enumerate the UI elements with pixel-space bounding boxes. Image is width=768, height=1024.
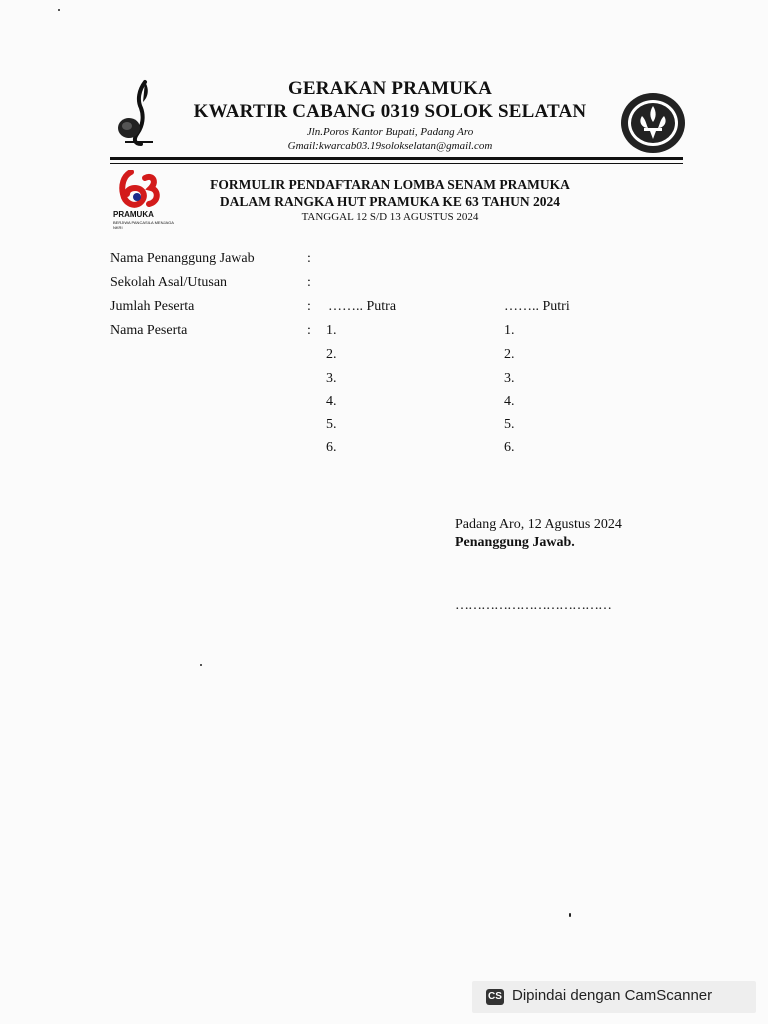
putra-number: 5. — [326, 417, 337, 432]
scan-speck — [58, 9, 60, 11]
signature-role: Penanggung Jawab. — [455, 535, 575, 550]
event-logo-subtext: BERJIWA PANCASILA MENJAGA NKRI — [113, 220, 174, 230]
camscanner-watermark — [472, 981, 756, 1013]
field-colon: : — [307, 323, 311, 338]
putri-number: 6. — [504, 440, 515, 455]
address-line: Jln.Poros Kantor Bupati, Padang Aro — [306, 126, 474, 138]
header-divider-thick — [110, 157, 683, 160]
header-divider-thin — [110, 163, 683, 164]
org-title: GERAKAN PRAMUKA — [287, 78, 493, 99]
putra-number: 4. — [326, 394, 337, 409]
field-colon: : — [307, 251, 311, 266]
putra-number: 3. — [326, 371, 337, 386]
camscanner-text: Dipindai dengan CamScanner — [512, 987, 713, 1004]
putri-number: 2. — [504, 347, 515, 362]
form-date-line: TANGGAL 12 S/D 13 AGUSTUS 2024 — [301, 211, 479, 223]
field-colon: : — [307, 275, 311, 290]
field-label-penanggung-jawab: Nama Penanggung Jawab — [110, 251, 255, 266]
putra-number: 6. — [326, 440, 337, 455]
field-label-nama-peserta: Nama Peserta — [110, 323, 188, 338]
email-line: Gmail:kwarcab03.19solokselatan@gmail.com — [287, 140, 493, 152]
field-colon: : — [307, 299, 311, 314]
event-logo-text: PRAMUKA — [113, 210, 154, 219]
putra-count-label: …….. Putra — [328, 299, 397, 314]
form-title-line1: FORMULIR PENDAFTARAN LOMBA SENAM PRAMUKA — [210, 177, 570, 192]
scan-speck — [569, 913, 571, 917]
putri-number: 5. — [504, 417, 515, 432]
putri-count-label: …….. Putri — [504, 299, 570, 314]
putri-number: 1. — [504, 323, 515, 338]
field-label-jumlah-peserta: Jumlah Peserta — [110, 299, 195, 314]
putri-number: 3. — [504, 371, 515, 386]
signature-line: ……………………………… — [455, 598, 611, 613]
org-branch: KWARTIR CABANG 0319 SOLOK SELATAN — [193, 101, 587, 122]
form-title-line2: DALAM RANGKA HUT PRAMUKA KE 63 TAHUN 2024 — [219, 194, 561, 209]
field-label-sekolah-asal: Sekolah Asal/Utusan — [110, 275, 228, 290]
camscanner-icon: CS — [486, 989, 504, 1005]
scan-speck — [200, 664, 202, 666]
signature-place-date: Padang Aro, 12 Agustus 2024 — [455, 517, 622, 532]
putra-number: 1. — [326, 323, 337, 338]
putra-number: 2. — [326, 347, 337, 362]
putri-number: 4. — [504, 394, 515, 409]
